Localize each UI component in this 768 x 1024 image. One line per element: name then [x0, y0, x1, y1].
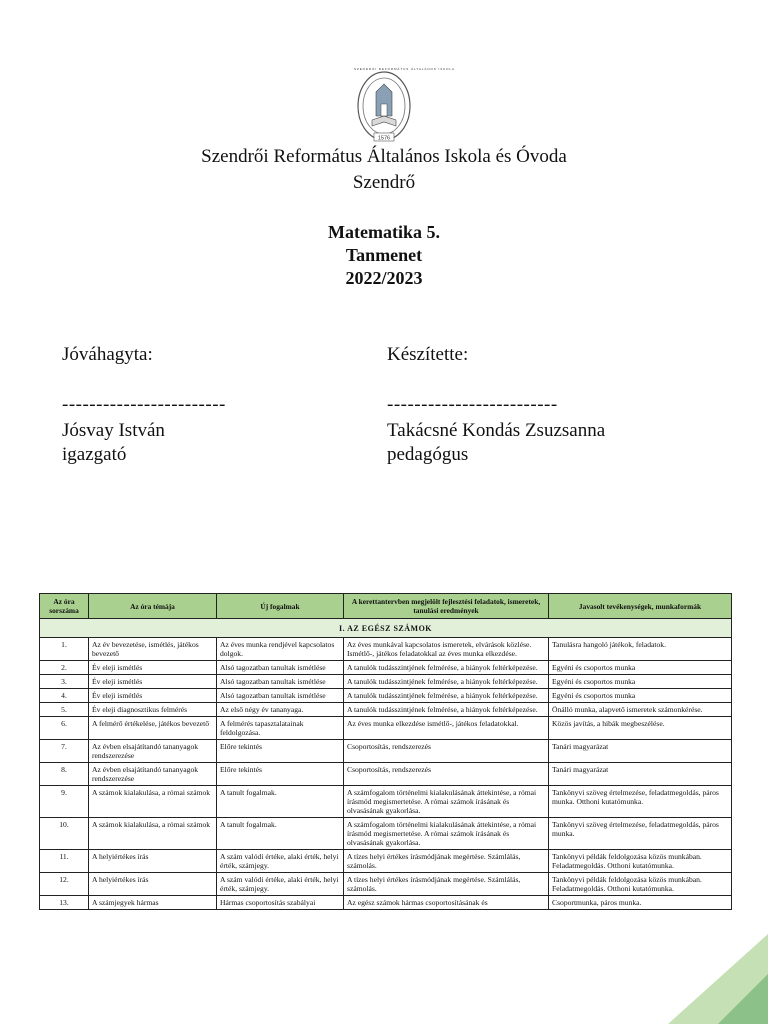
- school-name: Szendrői Református Általános Iskola és Óvoda: [201, 146, 567, 167]
- table-row: [40, 689, 732, 703]
- row-activities: Tanulásra hangoló játékok, feladatok.: [549, 638, 732, 661]
- approval-signature-block: [62, 343, 226, 467]
- row-concepts: Az első négy év tananyaga.: [217, 703, 344, 717]
- row-goals: A tanulók tudásszintjének felmérése, a hiányok feltérképezése.: [344, 675, 549, 689]
- row-activities: Tankönyvi példák feldolgozása közös munkában. Feladatmegoldás. Otthoni kutatómunka.: [549, 850, 732, 873]
- table-row: [40, 786, 732, 818]
- row-number: 13.: [40, 896, 89, 910]
- row-concepts: A tanult fogalmak.: [217, 818, 344, 850]
- row-goals: Az egész számok hármas csoportosításának és: [344, 896, 549, 910]
- row-topic: Év eleji ismétlés: [89, 675, 217, 689]
- row-concepts: A felmérés tapasztalatainak feldolgozása.: [217, 717, 344, 740]
- row-number: 10.: [40, 818, 89, 850]
- row-topic: Az évben elsajátítandó tananyagok rendszerezése: [89, 763, 217, 786]
- row-activities: Egyéni és csoportos munka: [549, 661, 732, 675]
- row-concepts: A szám valódi értéke, alaki érték, helyi érték, számjegy.: [217, 873, 344, 896]
- col-header-topic: Az óra témája: [89, 594, 217, 619]
- row-concepts: Hármas csoportosítás szabályai: [217, 896, 344, 910]
- col-header-concepts: Új fogalmak: [217, 594, 344, 619]
- row-goals: A tanulók tudásszintjének felmérése, a hiányok feltérképezése.: [344, 703, 549, 717]
- section-row: [40, 619, 732, 638]
- row-topic: A helyiértékes írás: [89, 873, 217, 896]
- author-role: pedagógus: [387, 444, 469, 465]
- school-year: 2022/2023: [345, 268, 423, 288]
- row-topic: A számok kialakulása, a római számok: [89, 818, 217, 850]
- row-concepts: Alsó tagozatban tanultak ismétlése: [217, 689, 344, 703]
- table-row: [40, 740, 732, 763]
- seal-year: 1576: [377, 135, 391, 142]
- row-number: 4.: [40, 689, 89, 703]
- row-activities: Közös javítás, a hibák megbeszélése.: [549, 717, 732, 740]
- row-activities: Tanári magyarázat: [549, 740, 732, 763]
- row-activities: Egyéni és csoportos munka: [549, 675, 732, 689]
- row-goals: A tanulók tudásszintjének felmérése, a hiányok feltérképezése.: [344, 689, 549, 703]
- table-row: [40, 896, 732, 910]
- col-header-activities: Javasolt tevékenységek, munkaformák: [549, 594, 732, 619]
- row-concepts: Alsó tagozatban tanultak ismétlése: [217, 675, 344, 689]
- row-goals: Az éves munkával kapcsolatos ismeretek, elvárások közlése. Ismétlő-, játékos feladatokkal az éves munka elkezdése.: [344, 638, 549, 661]
- curriculum-table: [39, 593, 732, 910]
- table-row: [40, 661, 732, 675]
- table-row: [40, 638, 732, 661]
- section-title: I. AZ EGÉSZ SZÁMOK: [40, 619, 732, 638]
- row-number: 9.: [40, 786, 89, 818]
- row-number: 7.: [40, 740, 89, 763]
- row-number: 2.: [40, 661, 89, 675]
- row-activities: Tanári magyarázat: [549, 763, 732, 786]
- author-name: Takácsné Kondás Zsuzsanna: [387, 420, 606, 441]
- row-topic: Év eleji ismétlés: [89, 689, 217, 703]
- row-goals: A számfogalom történelmi kialakulásának áttekintése, a római írásmód megismertetése. A római számok írásának és olvasásának gyakorlása.: [344, 818, 549, 850]
- row-activities: Egyéni és csoportos munka: [549, 689, 732, 703]
- row-number: 5.: [40, 703, 89, 717]
- row-activities: Tankönyvi példák feldolgozása közös munkában. Feladatmegoldás. Otthoni kutatómunka.: [549, 873, 732, 896]
- row-activities: Tankönyvi szöveg értelmezése, feladatmegoldás, páros munka. Otthoni kutatómunka.: [549, 786, 732, 818]
- subject-title: Matematika 5.: [328, 222, 440, 242]
- row-activities: Önálló munka, alapvető ismeretek számonkérése.: [549, 703, 732, 717]
- document-type: Tanmenet: [345, 245, 423, 265]
- row-number: 12.: [40, 873, 89, 896]
- row-topic: Az évben elsajátítandó tananyagok rendszerezése: [89, 740, 217, 763]
- signature-line: -------------------------: [387, 394, 558, 415]
- row-concepts: Alsó tagozatban tanultak ismétlése: [217, 661, 344, 675]
- row-number: 8.: [40, 763, 89, 786]
- row-topic: A felmérő értékelése, játékos bevezető: [89, 717, 217, 740]
- school-seal-logo: [354, 67, 454, 150]
- approved-by-label: Jóváhagyta:: [62, 344, 153, 365]
- row-goals: Az éves munka elkezdése ismétlő-, játékos feladatokkal.: [344, 717, 549, 740]
- row-concepts: Előre tekintés: [217, 763, 344, 786]
- table-row: [40, 873, 732, 896]
- row-goals: A tízes helyi értékes írásmódjának megértése. Számlálás, számolás.: [344, 873, 549, 896]
- row-activities: Tankönyvi szöveg értelmezése, feladatmegoldás, páros munka.: [549, 818, 732, 850]
- row-topic: Év eleji ismétlés: [89, 661, 217, 675]
- approver-name: Jósvay István: [62, 420, 165, 441]
- prepared-by-label: Készítette:: [387, 344, 469, 365]
- row-goals: A tanulók tudásszintjének felmérése, a hiányok feltérképezése.: [344, 661, 549, 675]
- table-row: [40, 703, 732, 717]
- col-header-number: Az óra sorszáma: [40, 594, 89, 619]
- table-row: [40, 818, 732, 850]
- document-title-block: [0, 221, 768, 290]
- row-activities: Csoportmunka, páros munka.: [549, 896, 732, 910]
- signature-line: ------------------------: [62, 394, 226, 415]
- row-goals: A tízes helyi értékes írásmódjának megértése. Számlálás, számolás.: [344, 850, 549, 873]
- row-goals: Csoportosítás, rendszerezés: [344, 740, 549, 763]
- row-number: 6.: [40, 717, 89, 740]
- table-row: [40, 850, 732, 873]
- row-topic: A számjegyek hármas: [89, 896, 217, 910]
- row-topic: Év eleji diagnosztikus felmérés: [89, 703, 217, 717]
- corner-decoration: [658, 934, 768, 1024]
- row-goals: Csoportosítás, rendszerezés: [344, 763, 549, 786]
- row-number: 11.: [40, 850, 89, 873]
- author-signature-block: [387, 343, 605, 467]
- table-row: [40, 675, 732, 689]
- approver-role: igazgató: [62, 444, 127, 465]
- row-number: 1.: [40, 638, 89, 661]
- row-number: 3.: [40, 675, 89, 689]
- table-row: [40, 717, 732, 740]
- table-row: [40, 763, 732, 786]
- row-concepts: Előre tekintés: [217, 740, 344, 763]
- row-topic: Az év bevezetése, ismétlés, játékos bevezető: [89, 638, 217, 661]
- row-topic: A számok kialakulása, a római számok: [89, 786, 217, 818]
- row-concepts: A szám valódi értéke, alaki érték, helyi érték, számjegy.: [217, 850, 344, 873]
- row-topic: A helyiértékes írás: [89, 850, 217, 873]
- table-header-row: [40, 594, 732, 619]
- col-header-goals: A kerettantervben megjelölt fejlesztési feladatok, ismeretek, tanulási eredmények: [344, 594, 549, 619]
- row-concepts: Az éves munka rendjével kapcsolatos dolgok.: [217, 638, 344, 661]
- seal-inscription: SZENDRŐI REFORMÁTUS ÁLTALÁNOS ISKOLA: [354, 67, 454, 71]
- row-concepts: A tanult fogalmak.: [217, 786, 344, 818]
- school-town: Szendrő: [352, 172, 416, 193]
- row-goals: A számfogalom történelmi kialakulásának áttekintése, a római írásmód megismertetése. A római számok írásának és olvasásának gyakorlása.: [344, 786, 549, 818]
